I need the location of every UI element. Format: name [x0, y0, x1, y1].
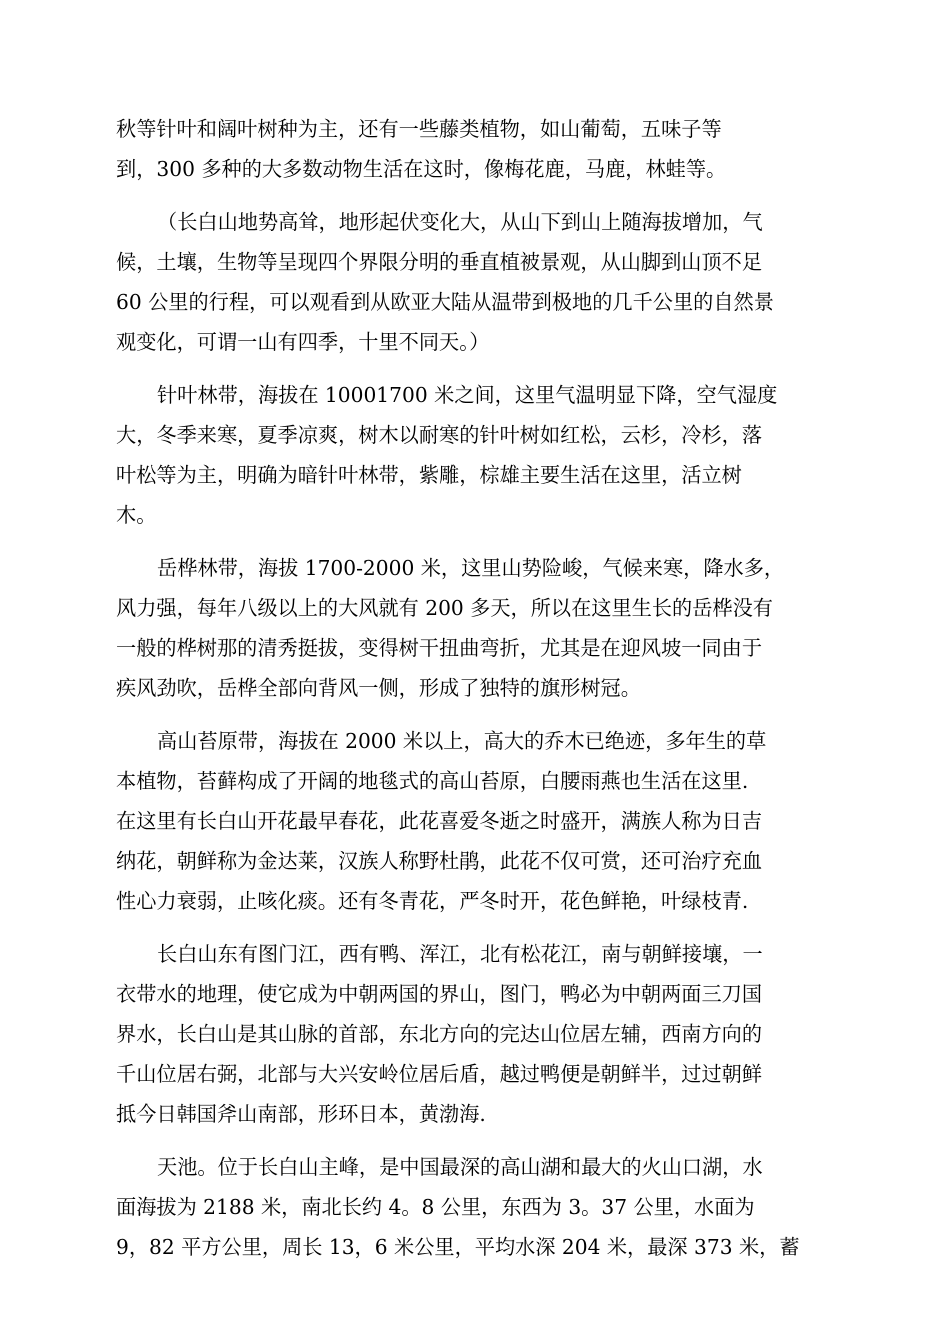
paragraph-line: 60 公里的行程，可以观看到从欧亚大陆从温带到极地的几千公里的自然景 [116, 290, 774, 314]
paragraph-line: 一般的桦树那的清秀挺拔，变得树干扭曲弯折，尤其是在迎风坡一同由于 [116, 636, 763, 660]
paragraph-line: （长白山地势高耸，地形起伏变化大，从山下到山上随海拔增加，气 [157, 210, 763, 234]
paragraph-line: 到，300 多种的大多数动物生活在这时，像梅花鹿，马鹿，林蛙等。 [116, 157, 727, 181]
paragraph-line: 叶松等为主，明确为暗针叶林带，紫雕，棕雄主要生活在这里，活立树 [116, 463, 742, 487]
paragraph-line: 高山苔原带，海拔在 2000 米以上，高大的乔木已绝迹，多年生的草 [157, 729, 767, 753]
paragraph-line: 衣带水的地理，使它成为中朝两国的界山，图门，鸭必为中朝两面三刀国 [116, 982, 763, 1006]
paragraph-line: 在这里有长白山开花最早春花，此花喜爱冬逝之时盛开，满族人称为日吉 [116, 809, 763, 833]
paragraph-line: 风力强，每年八级以上的大风就有 200 多天，所以在这里生长的岳桦没有 [116, 596, 773, 620]
paragraph-line: 观变化，可谓一山有四季，十里不同天。） [116, 330, 490, 354]
paragraph-line: 针叶林带，海拔在 10001700 米之间，这里气温明显下降，空气湿度 [157, 383, 778, 407]
paragraph-line: 性心力衰弱，止咳化痰。还有冬青花，严冬时开，花色鲜艳，叶绿枝青. [116, 889, 749, 913]
paragraph-line: 候，土壤，生物等呈现四个界限分明的垂直植被景观，从山脚到山顶不足 [116, 250, 763, 274]
paragraph-line: 本植物，苔藓构成了开阔的地毯式的高山苔原，白腰雨燕也生活在这里. [116, 769, 749, 793]
paragraph-line: 疾风劲吹，岳桦全部向背风一侧，形成了独特的旗形树冠。 [116, 676, 641, 700]
paragraph-line: 纳花，朝鲜称为金达莱，汉族人称野杜鹃，此花不仅可赏，还可治疗充血 [116, 849, 763, 873]
paragraph-line: 9，82 平方公里，周长 13，6 米公里，平均水深 204 米，最深 373 米，蓄 [116, 1235, 800, 1259]
paragraph-line: 长白山东有图门江，西有鸭、浑江，北有松花江，南与朝鲜接壤，一 [157, 942, 763, 966]
paragraph-line: 界水，长白山是其山脉的首部，东北方向的完达山位居左辅，西南方向的 [116, 1022, 763, 1046]
paragraph-line: 抵今日韩国斧山南部，形环日本，黄渤海. [116, 1102, 486, 1126]
paragraph-line: 大，冬季来寒，夏季凉爽，树木以耐寒的针叶树如红松，云杉，冷杉，落 [116, 423, 763, 447]
paragraph-line: 木。 [116, 503, 157, 527]
paragraph-line: 面海拔为 2188 米，南北长约 4。8 公里，东西为 3。37 公里，水面为 [116, 1195, 755, 1219]
paragraph-line: 岳桦林带，海拔 1700-2000 米，这里山势险峻，气候来寒，降水多， [157, 556, 785, 580]
paragraph-line: 天池。位于长白山主峰，是中国最深的高山湖和最大的火山口湖，水 [157, 1155, 763, 1179]
paragraph-line: 秋等针叶和阔叶树种为主，还有一些藤类植物，如山葡萄，五味子等 [116, 117, 722, 141]
paragraph-line: 千山位居右弼，北部与大兴安岭位居后盾，越过鸭便是朝鲜半，过过朝鲜 [116, 1062, 763, 1086]
